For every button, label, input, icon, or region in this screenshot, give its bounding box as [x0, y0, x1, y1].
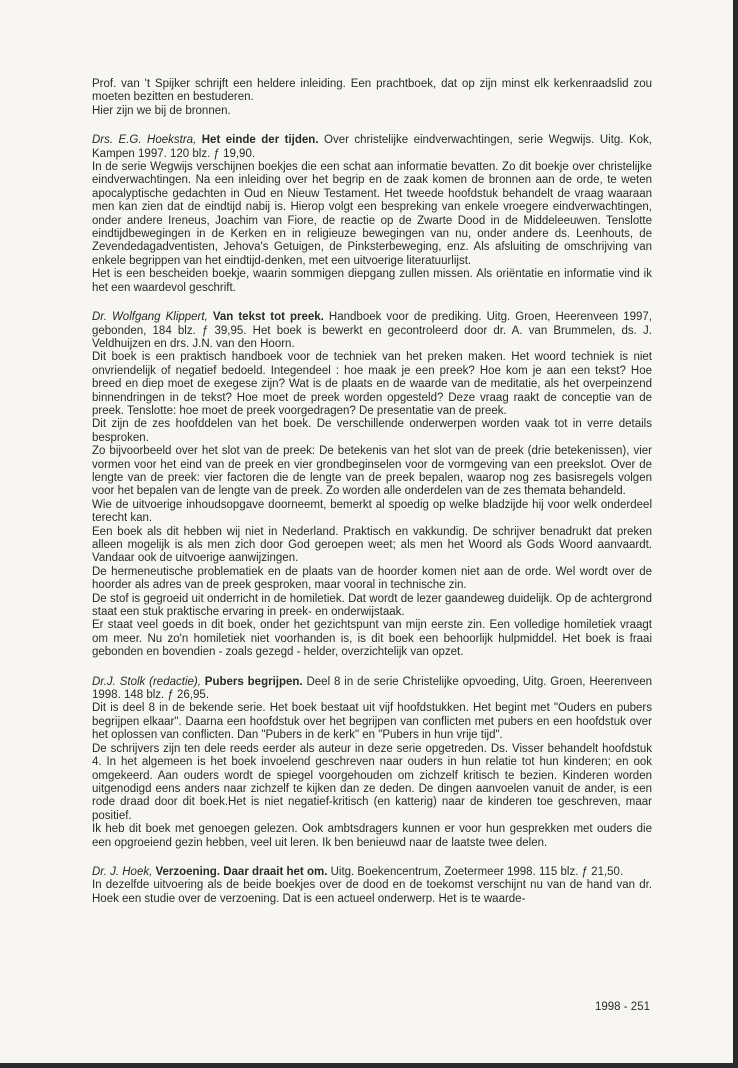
review-paragraph: Zo bijvoorbeeld over het slot van de preek: De betekenis van het slot van de preek (drie betekenissen), vier vormen voor het eind van de preek en vier grondbeginselen voor de vormgeving van een preekslot. Over de lengte van de preek: vier factoren die de lengte van de preek bepalen, waarop nog zes basisregels volgen voor het bepalen van de lengte van de preek. Zo worden alle onderdelen van de zes themata behandeld.	[92, 445, 652, 498]
review-heading	[92, 866, 652, 879]
review-title: Verzoening. Daar draait het om.	[155, 865, 328, 878]
intro-section	[92, 78, 652, 118]
review-citation: Handboek voor de prediking. Uitg. Groen, Heerenveen 1997, gebonden, 184 blz. ƒ 39,95. Het boek is bewerkt en gecontroleerd door dr. A. van Brummelen, ds. J. Veldhuijzen en drs. J.N. van den Hoorn.	[92, 311, 652, 350]
intro-paragraph: Hier zijn we bij de bronnen.	[92, 104, 231, 117]
review-author: Dr. Wolfgang Klippert,	[92, 311, 208, 324]
review-paragraph: Ik heb dit boek met genoegen gelezen. Ook ambtsdragers kunnen er voor hun gesprekken met ouders die een opgroeiend gezin hebben, veel uit leren. Ik ben benieuwd naar de laatste twee delen.	[92, 823, 652, 849]
review-paragraph: De stof is gegroeid uit onderricht in de homiletiek. Dat wordt de lezer gaandeweg duidelijk. Op de achtergrond staat een stuk praktische ervaring in preek- en onderwijstaak.	[92, 592, 652, 619]
review-heading	[92, 134, 652, 161]
review-paragraph: In dezelfde uitvoering als de beide boekjes over de dood en de toekomst verschijnt nu van de hand van dr. Hoek een studie over de verzoening. Dat is een actueel onderwerp. Het is te waarde-	[92, 879, 652, 905]
review-citation: Uitg. Boekencentrum, Zoetermeer 1998. 115 blz. ƒ 21,50.	[327, 865, 624, 878]
review-paragraph: De hermeneutische problematiek en de plaats van de hoorder komen niet aan de orde. Wel wordt over de hoorder als adres van de preek gesproken, maar vooral in technische zin.	[92, 565, 652, 592]
review-citation: Over christelijke eindverwachtingen, serie Wegwijs. Uitg. Kok, Kampen 1997. 120 blz. ƒ 19,90.	[92, 134, 652, 160]
review-author: Drs. E.G. Hoekstra,	[92, 134, 197, 147]
review-paragraph: Dit is deel 8 in de bekende serie. Het boek bestaat uit vijf hoofdstukken. Het begint met "Ouders en pubers begrijpen elkaar". Daarna een hoofdstuk over het begrijpen van conflicten met pubers en een hoofdstuk over het oplossen van conflicten. Dan "Pubers in de kerk" en "Pubers in hun vrije tijd".	[92, 702, 652, 742]
review-author: Dr.J. Stolk (redactie),	[92, 675, 201, 688]
review-title: Het einde der tijden.	[201, 134, 319, 147]
review-paragraph: In de serie Wegwijs verschijnen boekjes die een schat aan informatie bevatten. Zo dit boekje over christelijke eindverwachtingen. Na een inleiding over het begrip en de zaak komen de bronnen aan de orde, te weten apocalyptische gedachten in Oud en Nieuw Testament. Het tweede hoofdstuk behandelt de vraag waaraan men kan zien dat de eindtijd nabij is. Hierop volgt een bespreking van enkele vroegere eindverwachtingen, onder andere Ireneus, Joachim van Fiore, de reactie op de Zwarte Dood in de Middeleeuwen. Tenslotte eindtijdbewegingen in de Kerken en in religieuze bewegingen van nu, onder andere ds. Leenhouts, de Zevendedagadventisten, Jehova's Getuigen, de Pinksterbeweging, enz. Als afsluiting de omschrijving van enkele begrippen van het eindtijd-denken, met een uitvoerige literatuurlijst.	[92, 161, 652, 267]
review-author: Dr. J. Hoek,	[92, 865, 153, 878]
review-title: Van tekst tot preek.	[212, 311, 324, 324]
review-heading	[92, 311, 652, 351]
review-paragraph: Er staat veel goeds in dit boek, onder het gezichtspunt van mijn eerste zin. Een volledige homiletiek vraagt om meer. Nu zo'n homiletiek niet voorhanden is, is dit boek een behoorlijk hulpmiddel. Het boek is fraai gebonden en bovendien - zoals gezegd - helder, overzichtelijk van opzet.	[92, 619, 652, 659]
review-paragraph: Wie de uitvoerige inhoudsopgave doorneemt, bemerkt al spoedig op welke bladzijde hij voor welk onderdeel terecht kan.	[92, 498, 652, 525]
review-klippert	[92, 311, 652, 660]
document-body	[92, 78, 652, 922]
review-paragraph: Dit boek is een praktisch handboek voor de techniek van het preken maken. Het woord techniek is niet onvriendelijk of negatief bedoeld. Integendeel : hoe maak je een preek? Hoe kom je aan een tekst? Hoe breed en diep moet de exegese zijn? Wat is de plaats en de waarde van de meditatie, als het overpeinzend binnendringen in de tekst? Hoe moet de preek worden opgesteld? Deze vraag raakt de conceptie van de preek. Tenslotte: hoe moet de preek voorgedragen? De presentatie van de preek.	[92, 351, 652, 417]
review-paragraph: Een boek als dit hebben wij niet in Nederland. Praktisch en vakkundig. De schrijver benadrukt dat preken alleen mogelijk is als men zich door God geroepen weet; als men het Woord als Gods Woord aanvaardt. Vandaar ook de uitvoerige aanwijzingen.	[92, 525, 652, 565]
review-paragraph: De schrijvers zijn ten dele reeds eerder als auteur in deze serie opgetreden. Ds. Visser behandelt hoofdstuk 4. In het algemeen is het boek invoelend geschreven naar ouders in hun relatie tot hun kinderen; en ook omgekeerd. Aan ouders wordt de spiegel voorgehouden om zichzelf kritisch te bezien. Kinderen worden uitgenodigd eens anders naar zichzelf te kijken dan ze deden. De dingen aanvoelen vanuit de ander, is een rode draad door dit boek.Het is niet negatief-kritisch (en katterig) naar de kinderen toe geschreven, maar positief.	[92, 742, 652, 822]
page-number: 1998 - 251	[595, 1001, 650, 1013]
review-citation: Deel 8 in de serie Christelijke opvoeding, Uitg. Groen, Heerenveen 1998. 148 blz. ƒ 26,95.	[92, 675, 652, 702]
review-paragraph: Dit zijn de zes hoofddelen van het boek. De verschillende onderwerpen worden vaak tot in verre details besproken.	[92, 418, 652, 444]
review-title: Pubers begrijpen.	[204, 675, 303, 688]
review-hoekstra	[92, 134, 652, 295]
review-paragraph: Het is een bescheiden boekje, waarin sommigen diepgang zullen missen. Als oriëntatie en informatie vind ik het een waardevol geschrift.	[92, 268, 652, 294]
review-heading	[92, 676, 652, 703]
intro-paragraph: Prof. van 't Spijker schrijft een heldere inleiding. Een prachtboek, dat op zijn minst elk kerkenraadslid zou moeten bezitten en bestuderen.	[92, 78, 652, 104]
review-hoek	[92, 866, 652, 906]
page-edge-bottom	[0, 1063, 738, 1068]
page-edge-right	[733, 0, 738, 1068]
review-stolk	[92, 676, 652, 850]
